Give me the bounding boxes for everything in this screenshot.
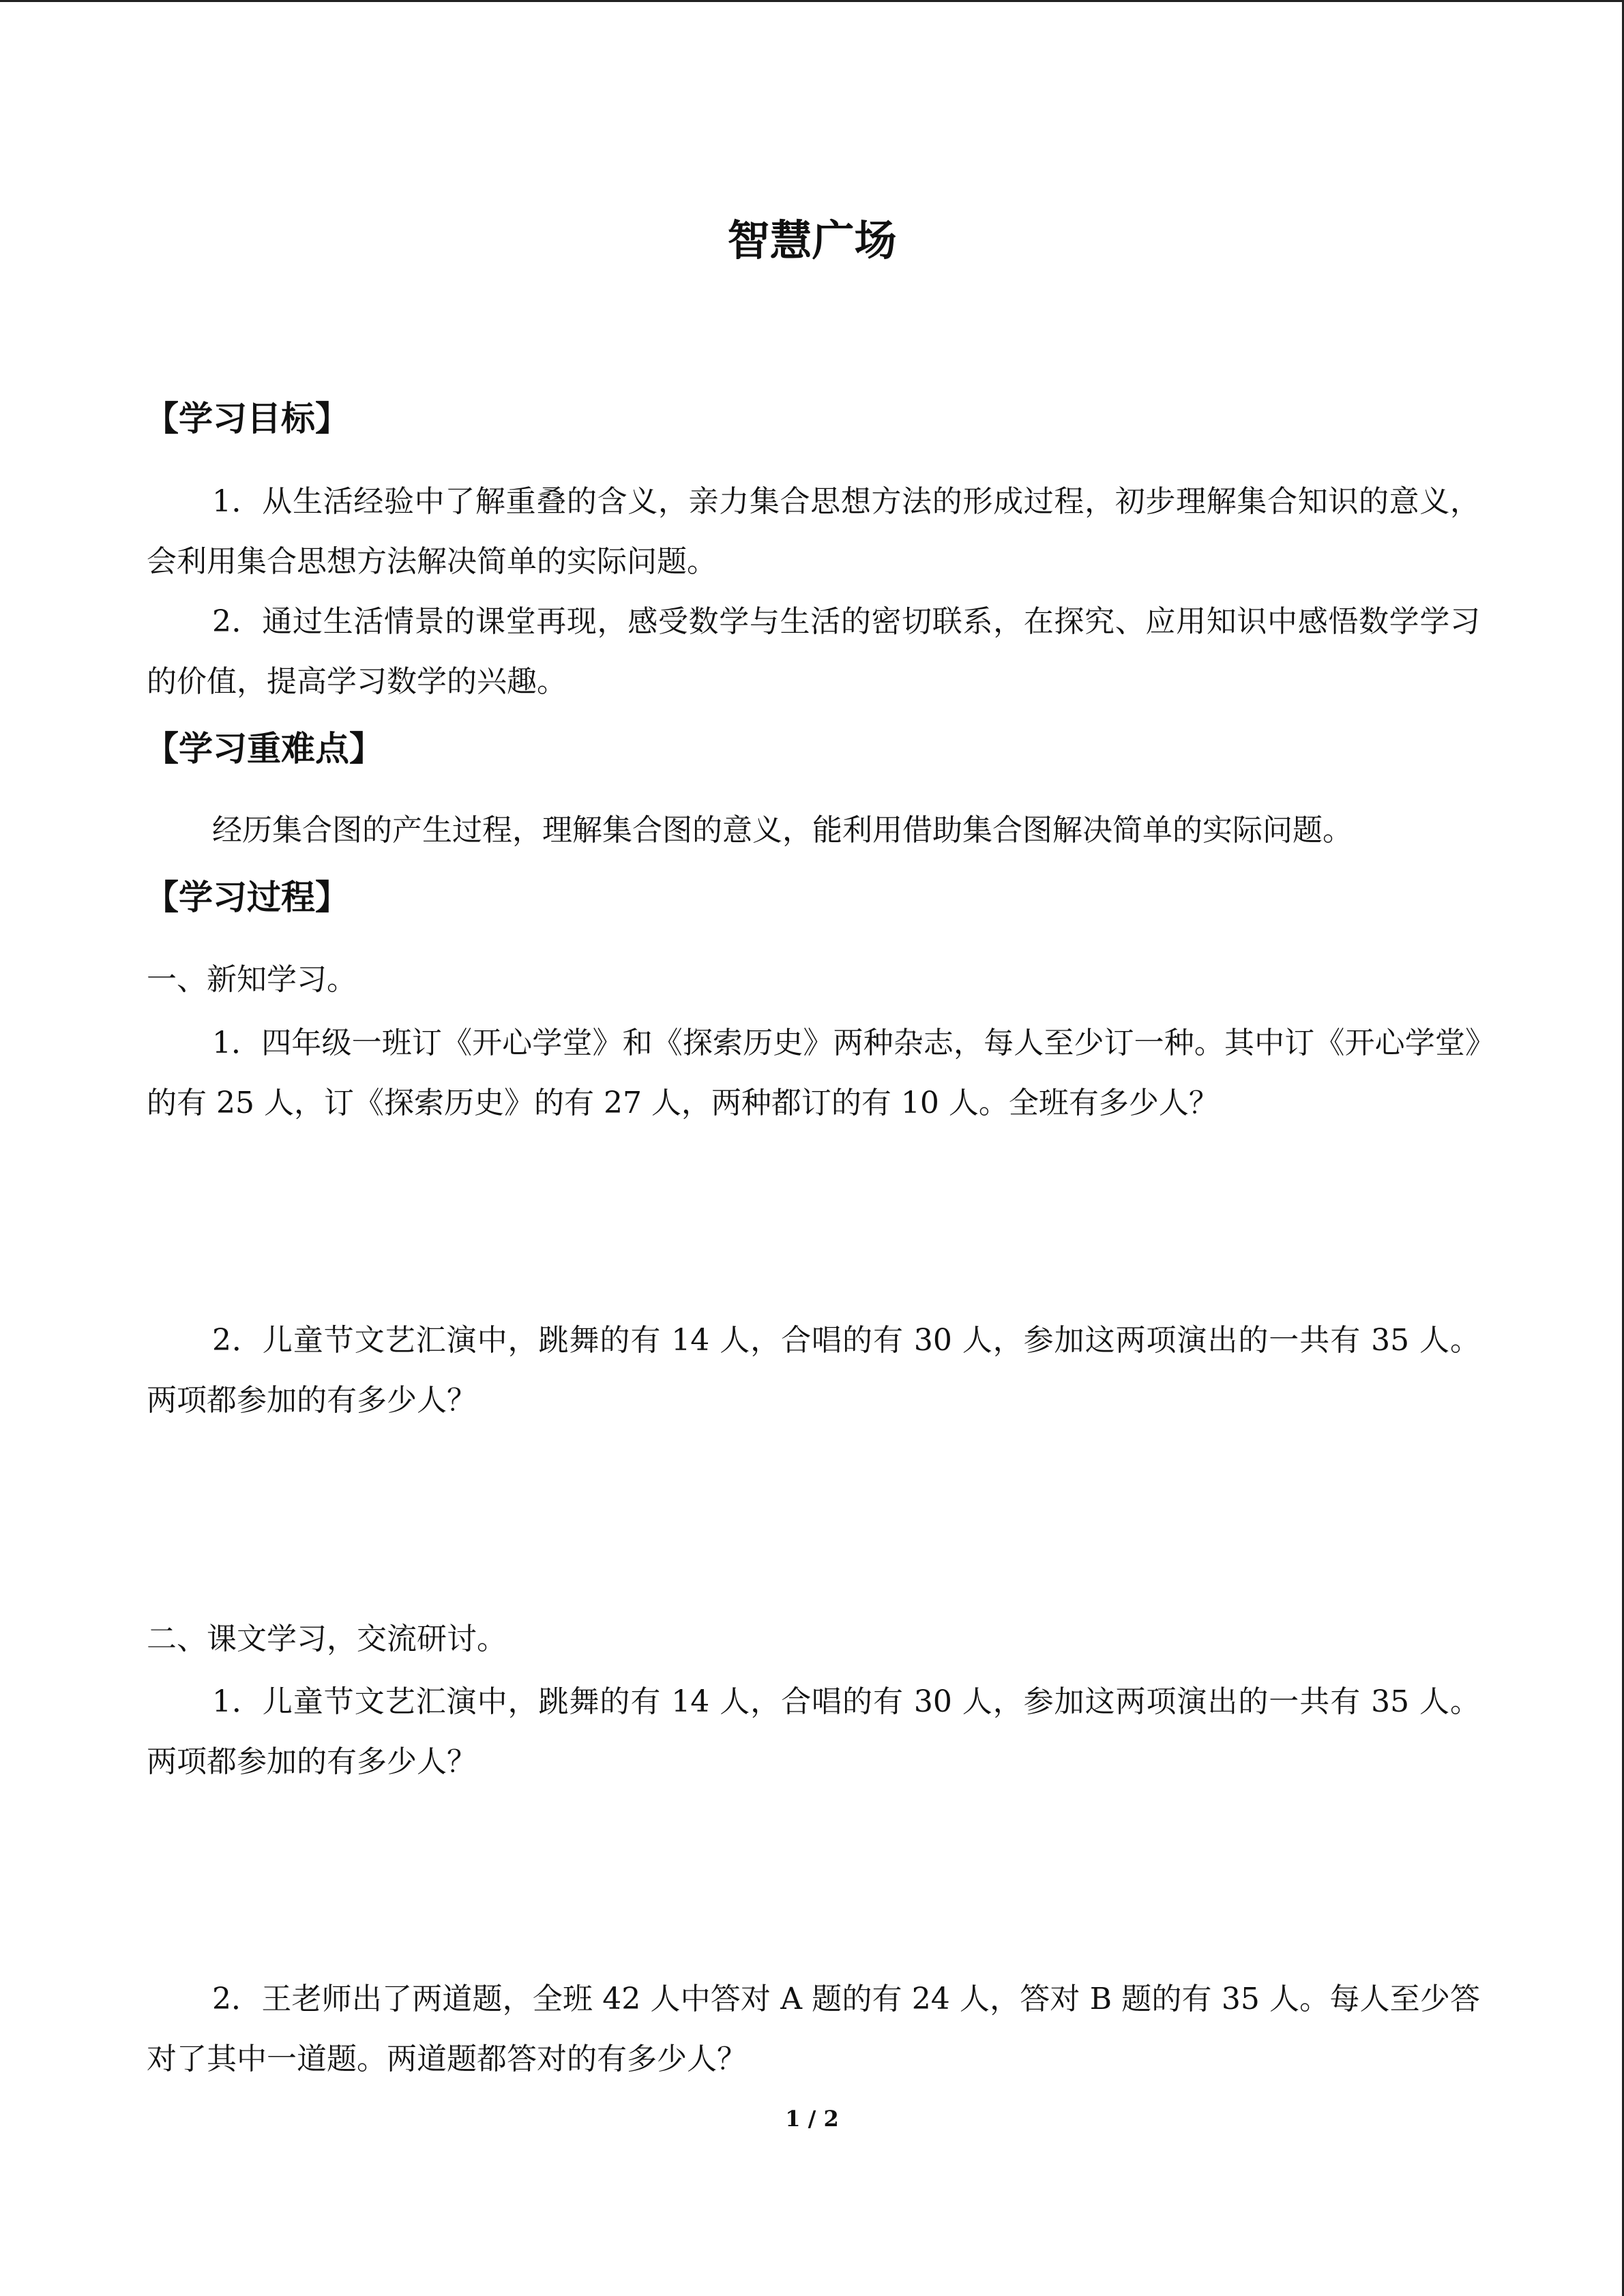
top-border-line — [0, 0, 1624, 2]
heading-objectives: 【学习目标】 — [145, 399, 349, 438]
part-1-heading: 一、新知学习。 — [147, 962, 357, 997]
part-2-question-1: 1．儿童节文艺汇演中，跳舞的有 14 人，合唱的有 30 人，参加这两项演出的一共有 35 人。两项都参加的有多少人？ — [147, 1684, 1480, 1779]
part-2-heading: 二、课文学习，交流研讨。 — [147, 1622, 507, 1656]
heading-key-points: 【学习重难点】 — [145, 729, 383, 769]
objective-2: 2．通过生活情景的课堂再现，感受数学与生活的密切联系，在探究、应用知识中感悟数学学习的价值，提高学习数学的兴趣。 — [147, 604, 1480, 699]
part-2-question-2: 2．王老师出了两道题，全班 42 人中答对 A 题的有 24 人，答对 B 题的有 35 人。每人至少答对了其中一道题。两道题都答对的有多少人？ — [147, 1982, 1480, 2076]
heading-process: 【学习过程】 — [145, 878, 349, 917]
part-1-question-1: 1．四年级一班订《开心学堂》和《探索历史》两种杂志，每人至少订一种。其中订《开心学堂》的有 25 人，订《探索历史》的有 27 人，两种都订的有 10 人。全班有多少人？ — [147, 1026, 1480, 1120]
page-number: 1 / 2 — [785, 2106, 839, 2132]
part-1-question-2: 2．儿童节文艺汇演中，跳舞的有 14 人，合唱的有 30 人，参加这两项演出的一共有 35 人。两项都参加的有多少人？ — [147, 1323, 1480, 1418]
document-title: 智慧广场 — [727, 215, 897, 265]
key-points-text: 经历集合图的产生过程，理解集合图的意义，能利用借助集合图解决简单的实际问题。 — [212, 813, 1353, 848]
objective-1: 1．从生活经验中了解重叠的含义，亲力集合思想方法的形成过程，初步理解集合知识的意义，会利用集合思想方法解决简单的实际问题。 — [147, 484, 1480, 579]
